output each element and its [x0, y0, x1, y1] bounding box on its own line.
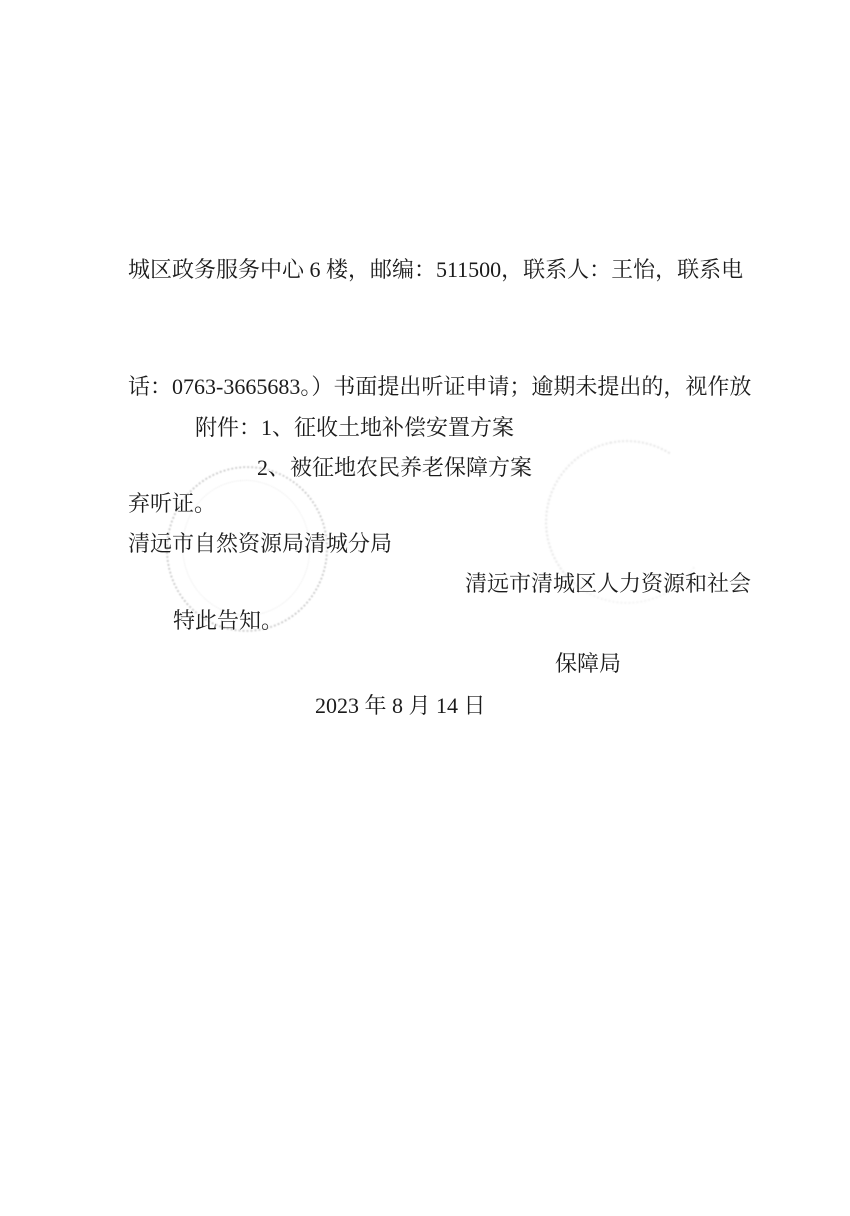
attachment-line-2: 2、被征地农民养老保障方案	[257, 455, 533, 480]
body-line-2: 话：0763-3665683。）书面提出听证申请；逾期未提出的，视作放	[128, 374, 752, 399]
body-line-1: 城区政务服务中心 6 楼，邮编：511500，联系人：王怡，联系电	[128, 257, 744, 282]
body-line-3: 弃听证。	[128, 491, 217, 516]
attachment-line-1: 附件：1、征收土地补偿安置方案	[195, 415, 515, 440]
closing-line: 特此告知。	[173, 608, 284, 633]
signature-left-agency: 清远市自然资源局清城分局	[128, 531, 393, 556]
signature-right-line-2: 保障局	[554, 651, 621, 676]
signature-right-line-1: 清远市清城区人力资源和社会	[465, 571, 752, 596]
attachments-block	[173, 368, 532, 528]
date-line: 2023 年 8 月 14 日	[315, 693, 486, 718]
signature-right-agency	[443, 524, 752, 764]
